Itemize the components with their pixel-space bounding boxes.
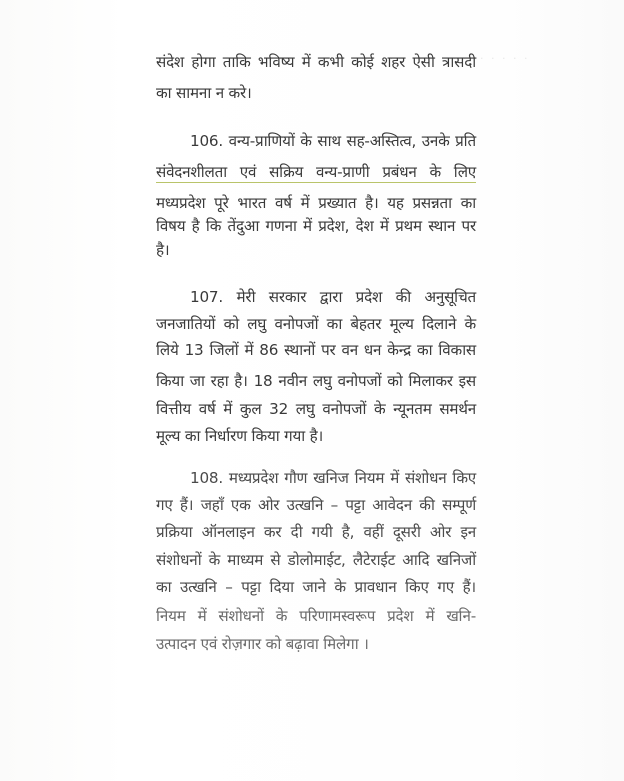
text-line: संशोधनों के माध्यम से डोलोमाईट, लैटेराईट आदि खनिजों xyxy=(156,551,476,569)
text-line: संवेदनशीलता एवं सक्रिय वन्य-प्राणी प्रबंधन के लिए xyxy=(156,163,476,181)
text-line: उत्पादन एवं रोज़गार को बढ़ावा मिलेगा । xyxy=(156,635,369,653)
text-line: वित्तीय वर्ष में कुल 32 लघु वनोपजों के न्यूनतम समर्थन xyxy=(156,400,476,418)
paragraph-first-line: 106. वन्य-प्राणियों के साथ सह-अस्तित्व, उनके प्रति xyxy=(190,132,476,150)
paragraph-first-line: 108. मध्यप्रदेश गौण खनिज नियम में संशोधन किए xyxy=(190,469,476,487)
paragraph-first-line: 107. मेरी सरकार द्वारा प्रदेश की अनुसूचित xyxy=(190,288,476,306)
text-line: संदेश होगा ताकि भविष्य में कभी कोई शहर ऐसी त्रासदी xyxy=(156,53,476,71)
bleed-through-artifact: · · · · · xyxy=(480,52,530,65)
text-line: किया जा रहा है। 18 नवीन लघु वनोपजों को मिलाकर इस xyxy=(156,372,476,390)
text-line: जनजातियों को लघु वनोपजों का बेहतर मूल्य दिलाने के xyxy=(156,315,476,333)
text-line: मूल्य का निर्धारण किया गया है। xyxy=(156,427,324,445)
text-line: गए हैं। जहाँ एक ओर उत्खनि – पट्टा आवेदन की सम्पूर्ण xyxy=(156,496,476,514)
text-line: का उत्खनि – पट्टा दिया जाने के प्रावधान किए गए हैं। xyxy=(156,578,476,596)
text-line: नियम में संशोधनों के परिणामस्वरूप प्रदेश में खनि- xyxy=(156,607,476,625)
text-line: का सामना न करे। xyxy=(156,84,252,102)
text-line: लिये 13 जिलों में 86 स्थानों पर वन धन केन्द्र का विकास xyxy=(156,341,476,359)
text-line: मध्यप्रदेश पूरे भारत वर्ष में प्रख्यात है। यह प्रसन्नता का xyxy=(156,194,476,212)
text-line: विषय है कि तेंदुआ गणना में प्रदेश, देश में प्रथम स्थान पर xyxy=(156,217,476,235)
text-line: प्रक्रिया ऑनलाइन कर दी गयी है, वहीं दूसरी ओर इन xyxy=(156,523,476,541)
text-line: है। xyxy=(156,241,170,259)
